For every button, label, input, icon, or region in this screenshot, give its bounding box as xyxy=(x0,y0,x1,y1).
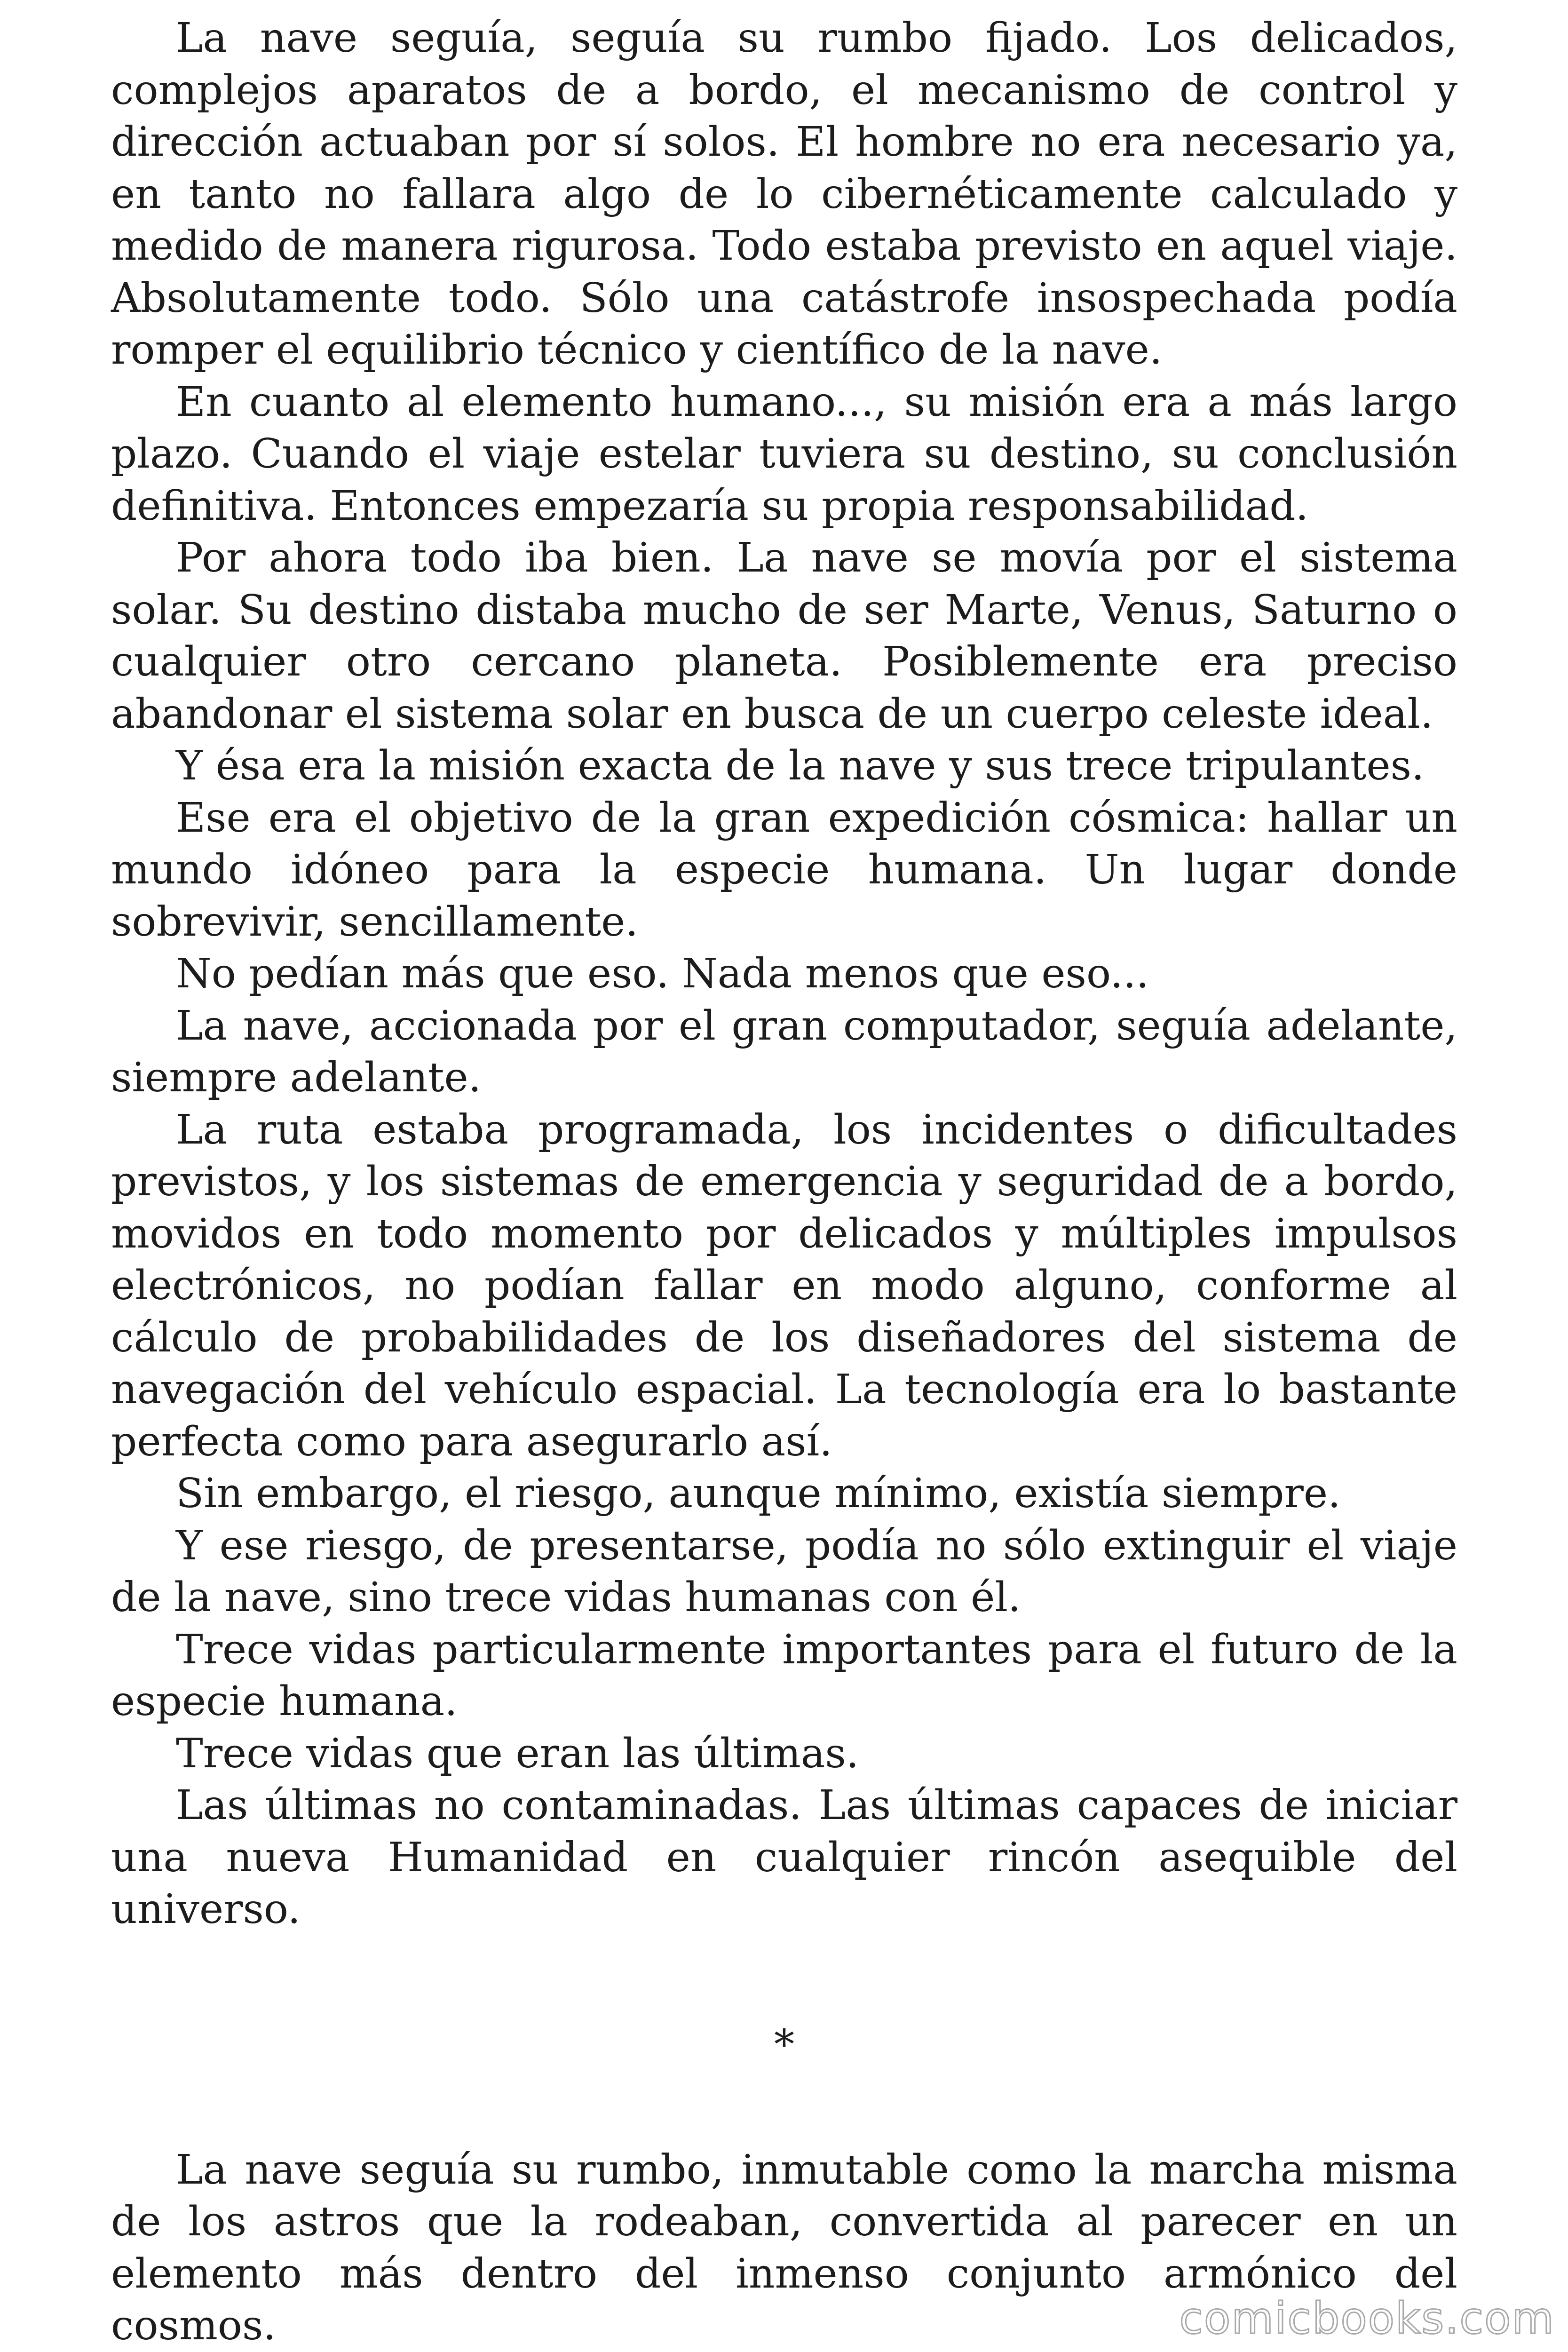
paragraph: Ese era el objetivo de la gran expedición cósmica: hallar un mundo idóneo para la especie humana. Un lugar donde sobrevivir, sencillamente. xyxy=(111,794,1457,946)
section-separator: * xyxy=(774,2021,795,2068)
paragraph: Por ahora todo iba bien. La nave se movía por el sistema solar. Su destino distaba mucho de ser Marte, Venus, Saturno o cualquier otro cercano planeta. Posiblemente era preciso abandonar el sistema solar en busca de un cuerpo celeste ideal. xyxy=(111,534,1457,738)
text-section-1 xyxy=(111,12,1457,1936)
paragraph: La ruta estaba programada, los incidentes o dificultades previstos, y los sistemas de emergencia y seguridad de a bordo, movidos en todo momento por delicados y múltiples impulsos electrónicos, no podían fallar en modo alguno, conforme al cálculo de probabilidades de los diseñadores del sistema de navegación del vehículo espacial. La tecnología era lo bastante perfecta como para asegurarlo así. xyxy=(111,1106,1457,1465)
paragraph: Sin embargo, el riesgo, aunque mínimo, existía siempre. xyxy=(176,1470,1341,1517)
paragraph: No pedían más que eso. Nada menos que eso... xyxy=(176,950,1149,997)
paragraph: Y ese riesgo, de presentarse, podía no sólo extinguir el viaje de la nave, sino trece vidas humanas con él. xyxy=(111,1522,1457,1621)
paragraph: La nave, accionada por el gran computador, seguía adelante, siempre adelante. xyxy=(111,1002,1457,1101)
paragraph: Las últimas no contaminadas. Las últimas capaces de iniciar una nueva Humanidad en cualquier rincón asequible del universo. xyxy=(111,1782,1457,1933)
paragraph: Y ésa era la misión exacta de la nave y sus trece tripulantes. xyxy=(176,742,1425,789)
paragraph: Trece vidas que eran las últimas. xyxy=(176,1730,859,1777)
watermark-logo: comicbooks.com xyxy=(1179,2293,1555,2344)
paragraph: La nave seguía su rumbo, inmutable como la marcha misma de los astros que la rodeaban, convertida al parecer en un elemento más dentro del inmenso conjunto armónico del cosmos. xyxy=(111,2146,1457,2349)
paragraph: En cuanto al elemento humano..., su misión era a más largo plazo. Cuando el viaje estelar tuviera su destino, su conclusión definitiva. Entonces empezaría su propia responsabilidad. xyxy=(111,378,1457,530)
paragraph: Trece vidas particularmente importantes para el futuro de la especie humana. xyxy=(111,1626,1457,1725)
book-page xyxy=(111,12,1457,2352)
paragraph: La nave seguía, seguía su rumbo fijado. Los delicados, complejos aparatos de a bordo, el mecanismo de control y dirección actuaban por sí solos. El hombre no era necesario ya, en tanto no fallara algo de lo cibernéticamente calculado y medido de manera rigurosa. Todo estaba previsto en aquel viaje. Absolutamente todo. Sólo una catástrofe insospechada podía romper el equilibrio técnico y científico de la nave. xyxy=(111,15,1457,373)
